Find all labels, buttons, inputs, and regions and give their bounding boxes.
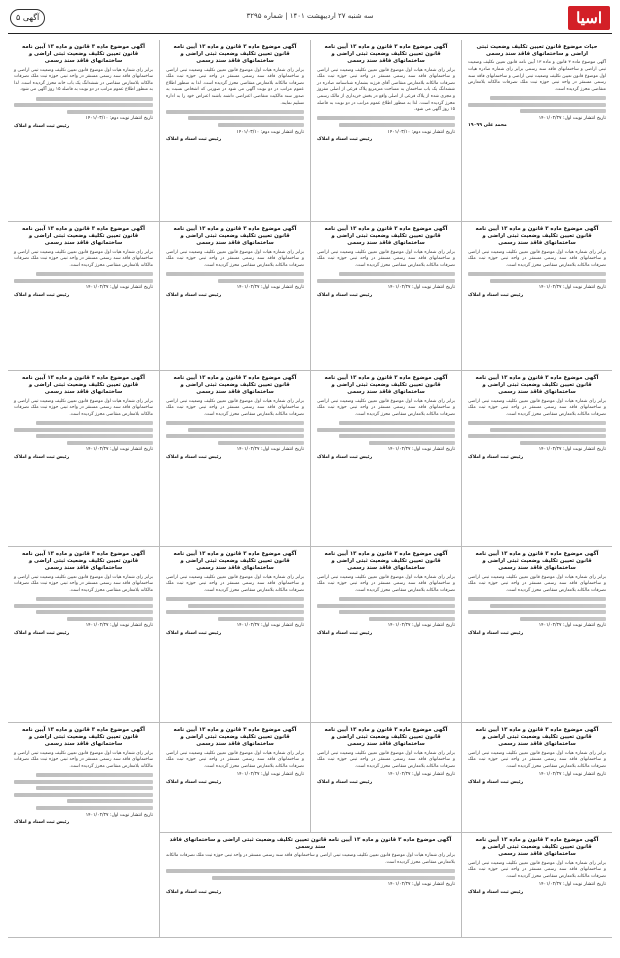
notice-body: برابر رای شماره هیات اول موضوع قانون تعیین تکلیف وضعیت ثبتی اراضی و ساختمانهای فاقد سند رسمی مستقر در واحد ثبتی حوزه ثبت ملک تصرفات مالکانه بلامعارض متقاضی محرز گردیده است.: [468, 860, 606, 879]
text-line: [490, 96, 606, 100]
notice-date: تاریخ انتشار نوبت اول: ۱۴۰۱/۰۲/۲۷: [236, 447, 304, 453]
notice-body: برابر رای شماره هیات اول موضوع قانون تعیین تکلیف وضعیت ثبتی اراضی و ساختمانهای فاقد سند رسمی مستقر در واحد ثبتی حوزه ثبت ملک تصرفات مالکانه بلامعارض متقاضی محرز گردیده است.: [14, 574, 153, 593]
text-line: [188, 116, 304, 120]
text-line: [166, 272, 304, 276]
notice-date: تاریخ انتشار نوبت اول: ۱۴۰۱/۰۲/۲۷: [538, 447, 606, 453]
notice-date: تاریخ انتشار نوبت اول: ۱۴۰۱/۰۲/۲۷: [236, 772, 304, 778]
notice-title: آگهی موضوع ماده ۳ قانون و ماده ۱۳ آیین نامه قانون تعیین تکلیف وضعیت ثبتی اراضی و ساختمانهای فاقد سند رسمی: [173, 226, 297, 247]
notice-signature: محمد علی ۱۹۰۹۹: [468, 123, 507, 129]
text-line: [218, 617, 304, 621]
text-line: [36, 97, 153, 101]
text-line: [36, 610, 153, 614]
text-line: [36, 806, 153, 810]
text-line: [468, 421, 606, 425]
legal-notice: [159, 833, 461, 938]
legal-notice: [461, 723, 612, 833]
notice-date: تاریخ انتشار نوبت اول: ۱۴۰۱/۰۲/۲۷: [387, 285, 455, 291]
notice-body: برابر رای شماره هیات اول موضوع قانون تعیین تکلیف وضعیت ثبتی اراضی و ساختمانهای فاقد سند رسمی مستقر در واحد ثبتی حوزه ثبت ملک تصرفات مالکانه بلامعارض متقاضی محرز گردیده است.: [317, 750, 455, 769]
section-label: آگهی ۵: [10, 9, 45, 27]
legal-notice: [461, 371, 612, 547]
text-line: [218, 441, 304, 445]
legal-notice: [159, 547, 310, 723]
text-line: [36, 434, 153, 438]
notice-body: برابر رای شماره هیات اول موضوع قانون تعیین تکلیف وضعیت ثبتی اراضی و ساختمانهای فاقد سند رسمی مستقر در واحد ثبتی حوزه ثبت ملک تصرفات مالکانه بلامعارض متقاضی محرز گردیده است.: [468, 398, 606, 417]
text-line: [468, 103, 606, 107]
notice-date: تاریخ انتشار نوبت اول: ۱۴۰۱/۰۲/۲۷: [387, 447, 455, 453]
notice-date: تاریخ انتشار نوبت اول: ۱۴۰۱/۰۲/۲۷: [85, 285, 153, 291]
notice-body: برابر رای شماره هیات اول موضوع قانون تعیین تکلیف وضعیت ثبتی اراضی و ساختمانهای فاقد سند رسمی مستقر در واحد ثبتی حوزه ثبت ملک تصرفات مالکانه بلامعارض متقاضی محرز گردیده است.: [14, 750, 153, 769]
text-line: [468, 434, 606, 438]
legal-notice: [310, 40, 461, 222]
notice-date: تاریخ انتشار نوبت اول: ۱۴۰۱/۰۲/۲۷: [236, 285, 304, 291]
notice-body: برابر رای شماره هیات اول موضوع قانون تعیین تکلیف وضعیت ثبتی اراضی و ساختمانهای فاقد سند رسمی مستقر در واحد ثبتی حوزه ثبت ملک تصرفات مالکانه بلامعارض متقاضی محرز گردیده است. لذا به منظور اطلاع عموم مراتب در دو نوبت آگهی می شود در صورتی که اشخاص نسبت به صدور سند مالکیت متقاضی اعتراضی داشته باشند اعتراض خود را به اداره تسلیم نمایند.: [166, 67, 304, 106]
text-line: [490, 428, 606, 432]
notice-title: آگهی موضوع ماده ۳ قانون و ماده ۱۳ آیین نامه قانون تعیین تکلیف وضعیت ثبتی اراضی و ساختمانهای فاقد سند رسمی: [173, 551, 297, 572]
legal-notice: [461, 833, 612, 938]
issue-line: سه شنبه ۲۷ اردیبهشت ۱۴۰۱ | شماره ۳۲۹۵: [246, 12, 374, 20]
notice-body: برابر رای شماره هیات اول موضوع قانون تعیین تکلیف وضعیت ثبتی اراضی و ساختمانهای فاقد سند رسمی مستقر در واحد ثبتی حوزه ثبت ملک تصرفات مالکانه بلامعارض متقاضی در ششدانگ یک باب خانه محرز گردیده است. لذا به منظور اطلاع عموم مراتب در دو نوبت به فاصله ۱۵ روز آگهی می شود.: [14, 67, 153, 93]
notice-signature: رئیس ثبت اسناد و املاک: [14, 123, 70, 129]
notice-signature: رئیس ثبت اسناد و املاک: [468, 454, 524, 460]
text-line: [67, 110, 153, 114]
legal-notice: [159, 222, 310, 371]
notice-title: آگهی موضوع ماده ۳ قانون و ماده ۱۳ آیین نامه قانون تعیین تکلیف وضعیت ثبتی اراضی و ساختمانهای فاقد سند رسمی: [475, 727, 599, 748]
notice-date: تاریخ انتشار نوبت اول: ۱۴۰۱/۰۲/۲۷: [236, 623, 304, 629]
text-line: [520, 441, 606, 445]
legal-notice: [310, 222, 461, 371]
notice-signature: رئیس ثبت اسناد و املاک: [468, 630, 524, 636]
text-line: [188, 604, 304, 608]
text-line: [14, 793, 153, 797]
notice-signature: رئیس ثبت اسناد و املاک: [468, 889, 524, 895]
text-line: [339, 610, 455, 614]
text-line: [468, 610, 606, 614]
text-line: [166, 610, 304, 614]
text-line: [36, 597, 153, 601]
notice-date: تاریخ انتشار نوبت دوم: ۱۴۰۱/۰۳/۱۰: [236, 129, 304, 135]
legal-notice: [8, 547, 159, 723]
notice-body: برابر رای شماره هیات اول موضوع قانون تعیین تکلیف وضعیت ثبتی اراضی و ساختمانهای فاقد سند رسمی مستقر در واحد ثبتی حوزه ثبت ملک تصرفات مالکانه بلامعارض متقاضی محرز گردیده است.: [14, 249, 153, 268]
text-line: [339, 272, 455, 276]
text-line: [36, 773, 153, 777]
notice-title: حیات موضوع قانون تعیین تکلیف وضعیت ثبتی اراضی و ساختمانهای فاقد سند رسمی: [476, 44, 598, 58]
text-line: [212, 876, 455, 880]
legal-notice: [159, 40, 310, 222]
notices-grid: [8, 40, 612, 948]
notice-signature: رئیس ثبت اسناد و املاک: [317, 454, 373, 460]
notice-date: تاریخ انتشار نوبت اول: ۱۴۰۱/۰۲/۲۷: [85, 812, 153, 818]
text-line: [14, 604, 153, 608]
notice-date: تاریخ انتشار نوبت اول: ۱۴۰۱/۰۲/۲۷: [538, 623, 606, 629]
notice-title: آگهی موضوع ماده ۳ قانون و ماده ۱۳ آیین نامه قانون تعیین تکلیف وضعیت ثبتی اراضی و ساختمانهای فاقد سند رسمی: [173, 44, 297, 65]
notice-title: آگهی موضوع ماده ۳ قانون و ماده ۱۳ آیین نامه قانون تعیین تکلیف وضعیت ثبتی اراضی و ساختمانهای فاقد سند رسمی: [324, 226, 448, 247]
legal-notice: [159, 371, 310, 547]
notice-body: برابر رای شماره هیات اول موضوع قانون تعیین تکلیف وضعیت ثبتی اراضی و ساختمانهای فاقد سند رسمی مستقر در واحد ثبتی حوزه ثبت ملک تصرفات مالکانه بلامعارض متقاضی محرز گردیده است.: [317, 398, 455, 417]
notice-body: برابر رای شماره هیات اول موضوع قانون تعیین تکلیف وضعیت ثبتی اراضی و ساختمانهای فاقد سند رسمی مستقر در واحد ثبتی حوزه ثبت ملک تصرفات مالکانه بلامعارض متقاضی محرز گردیده است.: [468, 249, 606, 268]
text-line: [520, 109, 606, 113]
text-line: [14, 103, 153, 107]
notice-body: برابر رای شماره هیات اول موضوع قانون تعیین تکلیف وضعیت ثبتی اراضی و ساختمانهای فاقد سند رسمی مستقر در واحد ثبتی حوزه ثبت ملک تصرفات مالکانه بلامعارض متقاضی محرز گردیده است.: [468, 750, 606, 769]
notice-body: برابر رای شماره هیات اول موضوع قانون تعیین تکلیف وضعیت ثبتی اراضی و ساختمانهای فاقد سند رسمی مستقر در واحد ثبتی حوزه ثبت ملک تصرفات مالکانه بلامعارض متقاضی محرز گردیده است.: [14, 398, 153, 417]
legal-notice: [8, 222, 159, 371]
newspaper-logo[interactable]: اسیا: [568, 6, 610, 30]
legal-notice: [310, 547, 461, 723]
text-line: [339, 421, 455, 425]
text-line: [166, 434, 304, 438]
notice-title: آگهی موضوع ماده ۳ قانون و ماده ۱۳ آیین نامه قانون تعیین تکلیف وضعیت ثبتی اراضی و ساختمانهای فاقد سند رسمی: [169, 837, 452, 851]
notice-body: برابر رای شماره هیات اول موضوع قانون تعیین تکلیف وضعیت ثبتی اراضی و ساختمانهای فاقد سند رسمی مستقر در واحد ثبتی حوزه ثبت ملک تصرفات مالکانه بلامعارض متقاضی محرز گردیده است.: [468, 574, 606, 593]
notice-signature: رئیس ثبت اسناد و املاک: [14, 820, 70, 826]
text-line: [369, 441, 455, 445]
notice-signature: رئیس ثبت اسناد و املاک: [14, 454, 70, 460]
text-line: [36, 421, 153, 425]
notice-signature: رئیس ثبت اسناد و املاک: [14, 630, 70, 636]
notice-body: برابر رای شماره هیات اول موضوع قانون تعیین تکلیف وضعیت ثبتی اراضی و ساختمانهای فاقد سند رسمی مستقر در واحد ثبتی حوزه ثبت ملک تصرفات مالکانه بلامعارض متقاضی محرز گردیده است.: [317, 574, 455, 593]
text-line: [67, 441, 153, 445]
notice-title: آگهی موضوع ماده ۳ قانون و ماده ۱۳ آیین نامه قانون تعیین تکلیف وضعیت ثبتی اراضی و ساختمانهای فاقد سند رسمی: [22, 226, 145, 247]
notice-signature: رئیس ثبت اسناد و املاک: [468, 292, 524, 298]
text-line: [14, 428, 153, 432]
notice-signature: رئیس ثبت اسناد و املاک: [317, 779, 373, 785]
notice-title: آگهی موضوع ماده ۳ قانون و ماده ۱۳ آیین نامه قانون تعیین تکلیف وضعیت ثبتی اراضی و ساختمانهای فاقد سند رسمی: [22, 551, 145, 572]
text-line: [188, 428, 304, 432]
notice-title: آگهی موضوع ماده ۳ قانون و ماده ۱۳ آیین نامه قانون تعیین تکلیف وضعیت ثبتی اراضی و ساختمانهای فاقد سند رسمی: [475, 226, 599, 247]
legal-notice: [8, 371, 159, 547]
notice-date: تاریخ انتشار نوبت اول: ۱۴۰۱/۰۲/۲۷: [387, 772, 455, 778]
text-line: [67, 799, 153, 803]
text-line: [339, 434, 455, 438]
text-line: [490, 604, 606, 608]
notice-title: آگهی موضوع ماده ۳ قانون و ماده ۱۳ آیین نامه قانون تعیین تکلیف وضعیت ثبتی اراضی و ساختمانهای فاقد سند رسمی: [324, 44, 448, 65]
notice-date: تاریخ انتشار نوبت اول: ۱۴۰۱/۰۲/۲۷: [538, 772, 606, 778]
notice-date: تاریخ انتشار نوبت اول: ۱۴۰۱/۰۲/۲۷: [85, 623, 153, 629]
legal-notice: [8, 40, 159, 222]
notice-signature: رئیس ثبت اسناد و املاک: [317, 137, 373, 143]
notice-date: تاریخ انتشار نوبت اول: ۱۴۰۱/۰۲/۲۷: [538, 115, 606, 121]
notice-body: برابر رای شماره هیات اول موضوع قانون تعیین تکلیف وضعیت ثبتی اراضی و ساختمانهای فاقد سند رسمی مستقر در واحد ثبتی حوزه ثبت ملک تصرفات مالکانه بلامعارض متقاضی محرز گردیده است.: [166, 398, 304, 417]
notice-signature: رئیس ثبت اسناد و املاک: [14, 292, 70, 298]
notice-title: آگهی موضوع ماده ۳ قانون و ماده ۱۳ آیین نامه قانون تعیین تکلیف وضعیت ثبتی اراضی و ساختمانهای فاقد سند رسمی: [22, 44, 145, 65]
text-line: [339, 597, 455, 601]
text-line: [468, 272, 606, 276]
text-line: [166, 421, 304, 425]
notice-body: برابر رای شماره هیات اول موضوع قانون تعیین تکلیف وضعیت ثبتی اراضی و ساختمانهای فاقد سند رسمی مستقر در واحد ثبتی حوزه ثبت ملک تصرفات مالکانه بلامعارض متقاضی محرز گردیده است.: [166, 750, 304, 769]
notice-date: تاریخ انتشار نوبت اول: ۱۴۰۱/۰۲/۲۷: [85, 447, 153, 453]
notice-signature: رئیس ثبت اسناد و املاک: [166, 137, 222, 143]
legal-notice: [461, 547, 612, 723]
text-line: [317, 116, 455, 120]
notice-signature: رئیس ثبت اسناد و املاک: [166, 779, 222, 785]
text-line: [468, 597, 606, 601]
notice-body: برابر رای شماره هیات اول موضوع قانون تعیین تکلیف وضعیت ثبتی اراضی و ساختمانهای فاقد سند رسمی مستقر در واحد ثبتی حوزه ثبت ملک تصرفات مالکانه بلامعارض متقاضی محرز گردیده است.: [317, 249, 455, 268]
notice-body: برابر رای شماره هیات اول موضوع قانون تعیین تکلیف وضعیت ثبتی اراضی و ساختمانهای فاقد سند رسمی مستقر در واحد ثبتی حوزه ثبت ملک تصرفات مالکانه بلامعارض متقاضی محرز گردیده است.: [166, 574, 304, 593]
text-line: [218, 123, 304, 127]
notice-signature: رئیس ثبت اسناد و املاک: [166, 630, 222, 636]
notice-date: تاریخ انتشار نوبت دوم: ۱۴۰۱/۰۳/۱۰: [387, 129, 455, 135]
page-header: [8, 6, 612, 34]
text-line: [218, 279, 304, 283]
notice-signature: رئیس ثبت اسناد و املاک: [166, 292, 222, 298]
notice-date: تاریخ انتشار نوبت دوم: ۱۴۰۱/۰۳/۱۰: [85, 116, 153, 122]
legal-notice: [461, 40, 612, 222]
notice-title: آگهی موضوع ماده ۳ قانون و ماده ۱۳ آیین نامه قانون تعیین تکلیف وضعیت ثبتی اراضی و ساختمانهای فاقد سند رسمی: [324, 551, 448, 572]
notice-body: برابر رای شماره هیات اول موضوع قانون تعیین تکلیف وضعیت ثبتی اراضی و ساختمانهای فاقد سند رسمی مستقر در واحد ثبتی حوزه ثبت ملک تصرفات مالکانه بلامعارض متقاضی آقای فرزند بشماره شناسنامه صادره در ششدانگ یک باب ساختمان به مساحت مترمربع پلاک فرعی از اصلی مفروز و مجزی شده از پلاک فرعی از اصلی واقع در بخش خریداری از مالک رسمی محرز گردیده است. لذا به منظور اطلاع عموم مراتب در دو نوبت به فاصله ۱۵ روز آگهی می شود.: [317, 67, 455, 113]
notice-signature: رئیس ثبت اسناد و املاک: [166, 889, 222, 895]
notice-title: آگهی موضوع ماده ۳ قانون و ماده ۱۳ آیین نامه قانون تعیین تکلیف وضعیت ثبتی اراضی و ساختمانهای فاقد سند رسمی: [173, 375, 297, 396]
text-line: [36, 272, 153, 276]
notice-date: تاریخ انتشار نوبت اول: ۱۴۰۱/۰۲/۲۷: [538, 882, 606, 888]
legal-notice: [310, 723, 461, 833]
notice-title: آگهی موضوع ماده ۳ قانون و ماده ۱۳ آیین نامه قانون تعیین تکلیف وضعیت ثبتی اراضی و ساختمانهای فاقد سند رسمی: [324, 375, 448, 396]
legal-notice: [310, 371, 461, 547]
notice-signature: رئیس ثبت اسناد و املاک: [468, 779, 524, 785]
notice-signature: رئیس ثبت اسناد و املاک: [166, 454, 222, 460]
notice-body: برابر رای شماره هیات اول موضوع قانون تعیین تکلیف وضعیت ثبتی اراضی و ساختمانهای فاقد سند رسمی مستقر در واحد ثبتی حوزه ثبت ملک تصرفات مالکانه بلامعارض متقاضی محرز گردیده است.: [166, 249, 304, 268]
notice-title: آگهی موضوع ماده ۳ قانون و ماده ۱۳ آیین نامه قانون تعیین تکلیف وضعیت ثبتی اراضی و ساختمانهای فاقد سند رسمی: [22, 375, 145, 396]
notice-title: آگهی موضوع ماده ۳ قانون و ماده ۱۳ آیین نامه قانون تعیین تکلیف وضعیت ثبتی اراضی و ساختمانهای فاقد سند رسمی: [475, 551, 599, 572]
notice-date: تاریخ انتشار نوبت اول: ۱۴۰۱/۰۲/۲۷: [538, 285, 606, 291]
text-line: [339, 123, 455, 127]
text-line: [166, 597, 304, 601]
notice-body: برابر رای شماره هیات اول موضوع قانون تعیین تکلیف وضعیت ثبتی اراضی و ساختمانهای فاقد سند رسمی مستقر در واحد ثبتی حوزه ثبت ملک تصرفات مالکانه بلامعارض متقاضی محرز گردیده است.: [166, 853, 455, 865]
notice-signature: رئیس ثبت اسناد و املاک: [317, 292, 373, 298]
text-line: [490, 279, 606, 283]
text-line: [14, 279, 153, 283]
notice-title: آگهی موضوع ماده ۳ قانون و ماده ۱۳ آیین نامه قانون تعیین تکلیف وضعیت ثبتی اراضی و ساختمانهای فاقد سند رسمی: [22, 727, 145, 748]
notice-title: آگهی موضوع ماده ۳ قانون و ماده ۱۳ آیین نامه قانون تعیین تکلیف وضعیت ثبتی اراضی و ساختمانهای فاقد سند رسمی: [324, 727, 448, 748]
text-line: [369, 617, 455, 621]
text-line: [36, 786, 153, 790]
text-line: [317, 279, 455, 283]
text-line: [317, 428, 455, 432]
legal-notice: [8, 723, 159, 938]
notice-title: آگهی موضوع ماده ۳ قانون و ماده ۱۳ آیین نامه قانون تعیین تکلیف وضعیت ثبتی اراضی و ساختمانهای فاقد سند رسمی: [475, 837, 599, 858]
notice-title: آگهی موضوع ماده ۳ قانون و ماده ۱۳ آیین نامه قانون تعیین تکلیف وضعیت ثبتی اراضی و ساختمانهای فاقد سند رسمی: [173, 727, 297, 748]
notice-signature: رئیس ثبت اسناد و املاک: [317, 630, 373, 636]
text-line: [67, 617, 153, 621]
notice-title: آگهی موضوع ماده ۳ قانون و ماده ۱۳ آیین نامه قانون تعیین تکلیف وضعیت ثبتی اراضی و ساختمانهای فاقد سند رسمی: [475, 375, 599, 396]
legal-notice: [461, 222, 612, 371]
notice-date: تاریخ انتشار نوبت اول: ۱۴۰۱/۰۲/۲۷: [387, 623, 455, 629]
notice-body: آگهی موضوع ماده ۳ قانون و ماده ۱۳ آیین نامه قانون تعیین تکلیف وضعیت ثبتی اراضی و ساختمانهای فاقد سند رسمی برابر رای شماره صادره هیات اول موضوع قانون تعیین تکلیف وضعیت ثبتی اراضی و ساختمانهای فاقد سند رسمی مستقر در واحد ثبتی حوزه ثبت ملک تصرفات مالکانه بلامعارض متقاضی محرز گردیده است.: [468, 60, 606, 92]
text-line: [14, 780, 153, 784]
text-line: [166, 869, 455, 873]
text-line: [520, 617, 606, 621]
text-line: [317, 604, 455, 608]
text-line: [166, 110, 304, 114]
legal-notice: [159, 723, 310, 833]
notice-date: تاریخ انتشار نوبت اول: ۱۴۰۱/۰۲/۲۷: [387, 882, 455, 888]
